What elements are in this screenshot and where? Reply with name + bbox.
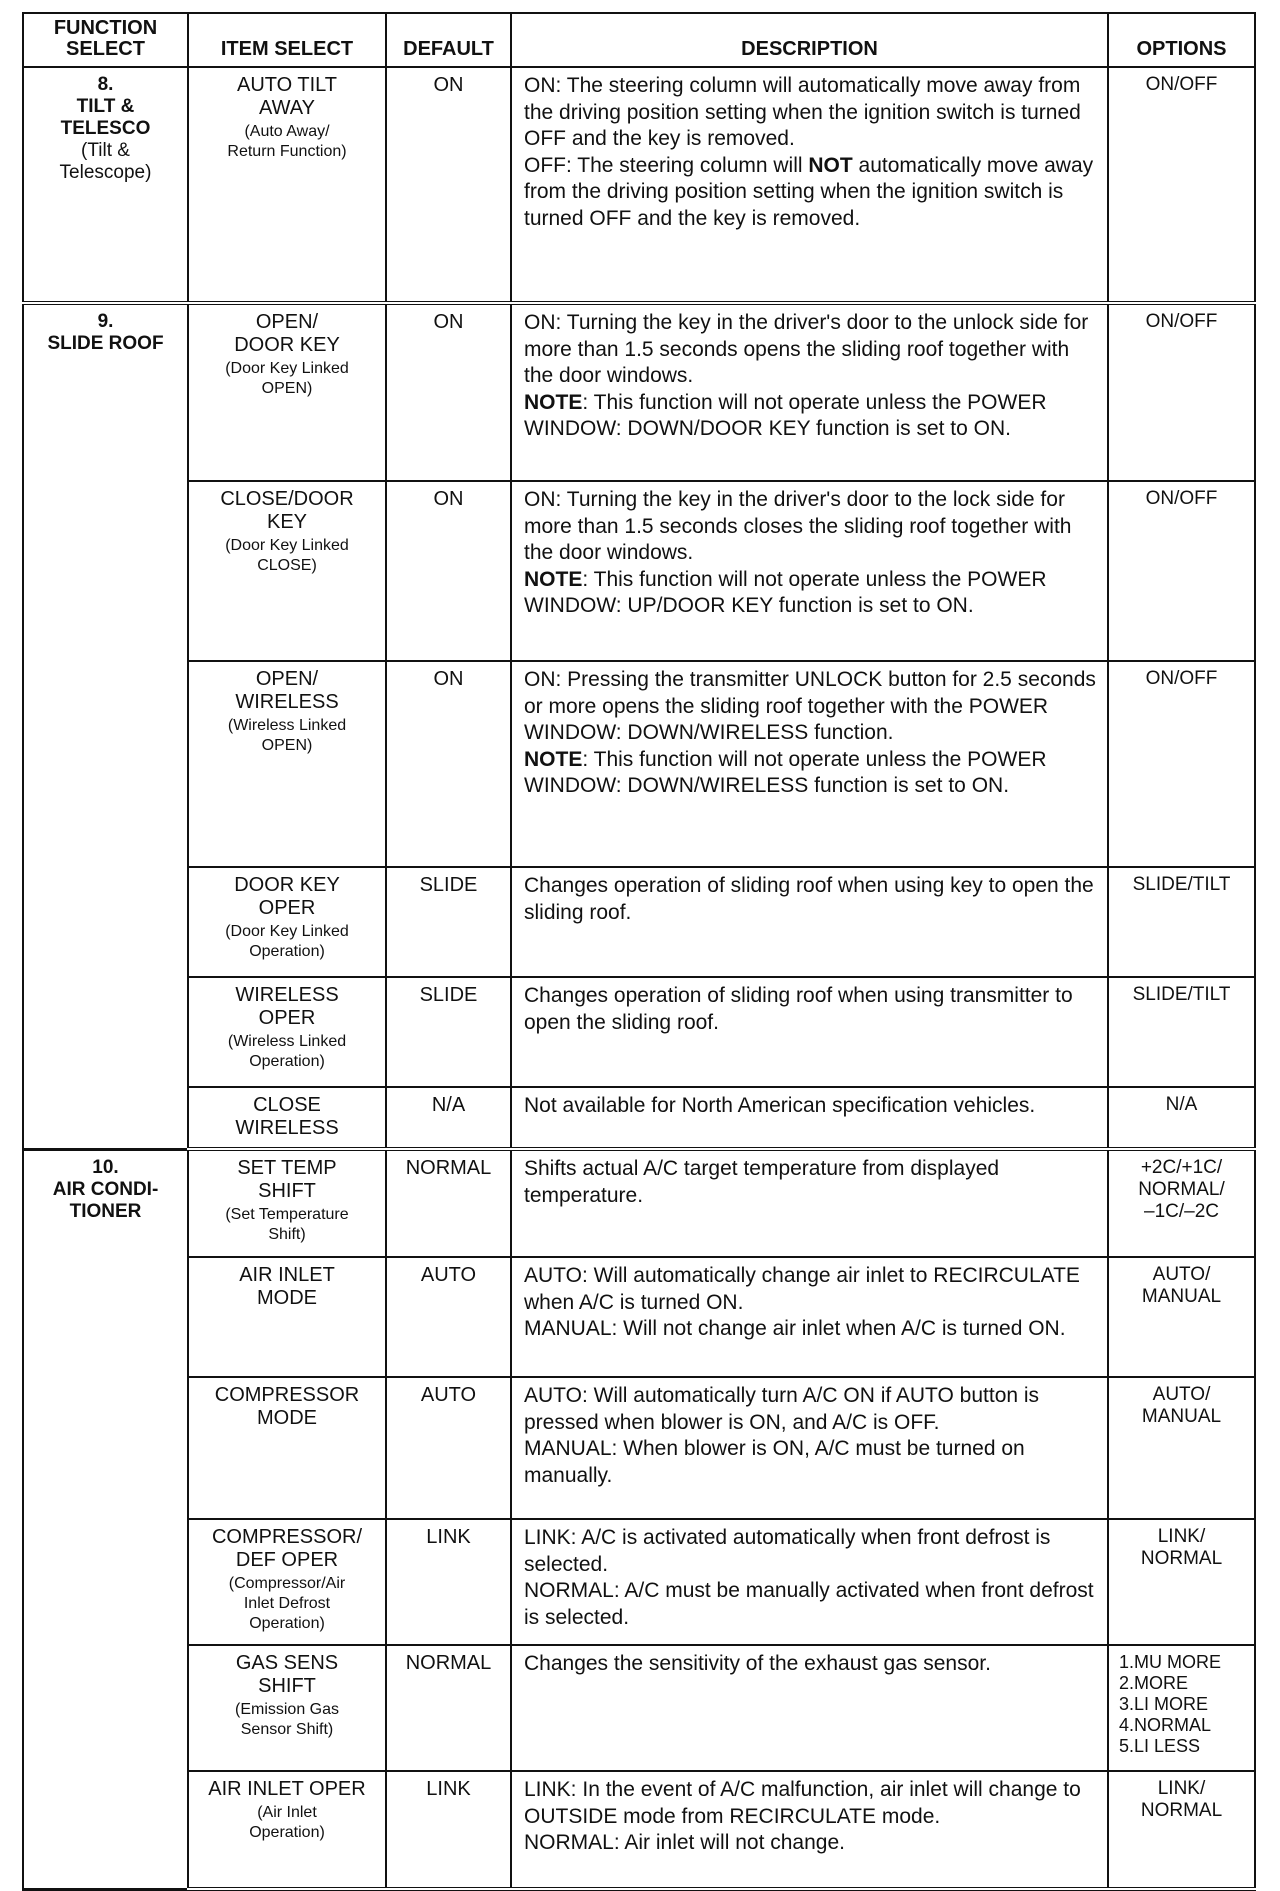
item-name: AIR INLET OPER <box>208 1778 366 1800</box>
description-cell <box>511 1149 1108 1257</box>
options-cell: SLIDE/TILT <box>1108 977 1255 1087</box>
description-text: Changes operation of sliding roof when using transmitter to open the sliding roof. <box>524 984 1073 1034</box>
description-text: NORMAL: Air inlet will not change. <box>524 1831 845 1854</box>
item-select-cell <box>188 481 386 661</box>
description-text: MANUAL: When blower is ON, A/C must be turned on manually. <box>524 1437 1025 1487</box>
description-cell <box>511 867 1108 977</box>
header-row <box>23 13 1255 67</box>
item-description: (Auto Away/ Return Function) <box>227 123 347 160</box>
default-cell: LINK <box>386 1519 511 1645</box>
description-text: Changes operation of sliding roof when using key to open the sliding roof. <box>524 874 1094 924</box>
item-select-cell <box>188 1149 386 1257</box>
description-paragraph <box>524 1777 1099 1830</box>
description-text: : This function will not operate unless the POWER WINDOW: UP/DOOR KEY function is set to ON. <box>524 567 1047 617</box>
item-select-cell <box>188 67 386 303</box>
description-text: ON: The steering column will automatically move away from the driving position setting when the ignition switch is turned OFF and the key is removed. <box>524 74 1081 150</box>
default-cell: ON <box>386 67 511 303</box>
item-name: COMPRESSOR/ DEF OPER <box>211 1526 363 1571</box>
document-sheet <box>22 12 1254 1891</box>
table-row <box>23 867 1255 977</box>
item-select-cell <box>188 1087 386 1149</box>
item-description: (Wireless Linked Operation) <box>227 1033 347 1070</box>
description-paragraph <box>524 1525 1099 1578</box>
description-paragraph <box>524 567 1099 620</box>
options-cell: ON/OFF <box>1108 481 1255 661</box>
function-select-cell <box>23 303 188 1149</box>
default-cell: SLIDE <box>386 977 511 1087</box>
item-name: OPEN/ DOOR KEY <box>234 311 340 356</box>
function-select-label: 9. SLIDE ROOF <box>47 311 164 354</box>
description-paragraph <box>524 1263 1099 1316</box>
item-name: AUTO TILT AWAY <box>236 74 338 119</box>
description-cell <box>511 977 1108 1087</box>
item-description: (Door Key Linked OPEN) <box>225 360 349 397</box>
item-select-cell <box>188 661 386 867</box>
table-row <box>23 1771 1255 1889</box>
description-paragraph <box>524 667 1099 747</box>
default-cell: SLIDE <box>386 867 511 977</box>
table-row <box>23 1377 1255 1519</box>
description-paragraph <box>524 983 1099 1036</box>
description-paragraph <box>524 747 1099 800</box>
description-text: ON: Pressing the transmitter UNLOCK button for 2.5 seconds or more opens the sliding roof together with the POWER WINDOW: DOWN/WIRELESS function. <box>524 668 1096 744</box>
description-cell <box>511 1645 1108 1771</box>
description-paragraph <box>524 73 1099 153</box>
item-name: CLOSE/DOOR KEY <box>220 488 354 533</box>
description-text: LINK: In the event of A/C malfunction, air inlet will change to OUTSIDE mode from RECIRCULATE mode. <box>524 1778 1081 1828</box>
description-text: AUTO: Will automatically turn A/C ON if AUTO button is pressed when blower is ON, and A/C is OFF. <box>524 1384 1040 1434</box>
table-row <box>23 303 1255 481</box>
description-cell <box>511 1257 1108 1377</box>
table-row <box>23 977 1255 1087</box>
default-cell: NORMAL <box>386 1645 511 1771</box>
description-text: : This function will not operate unless the POWER WINDOW: DOWN/WIRELESS function is set to ON. <box>524 747 1047 797</box>
item-select-cell <box>188 303 386 481</box>
description-text: automatically move away from the driving position setting when the ignition switch is turned OFF and the key is removed. <box>524 153 1094 230</box>
description-paragraph <box>524 1436 1099 1489</box>
default-cell: AUTO <box>386 1257 511 1377</box>
options-cell: LINK/ NORMAL <box>1108 1771 1255 1889</box>
description-cell <box>511 661 1108 867</box>
item-name: AIR INLET MODE <box>239 1264 335 1309</box>
options-cell: N/A <box>1108 1087 1255 1149</box>
item-description: (Set Temperature Shift) <box>225 1206 349 1243</box>
description-text: : This function will not operate unless the POWER WINDOW: DOWN/DOOR KEY function is set to ON. <box>524 390 1047 440</box>
function-select-sublabel: (Tilt & Telescope) <box>59 140 152 183</box>
description-cell <box>511 1519 1108 1645</box>
description-cell <box>511 303 1108 481</box>
item-description: (Air Inlet Operation) <box>249 1804 325 1841</box>
header-description: DESCRIPTION <box>511 13 1108 67</box>
description-text: Changes the sensitivity of the exhaust gas sensor. <box>524 1652 991 1675</box>
description-paragraph <box>524 153 1099 233</box>
description-text: NORMAL: A/C must be manually activated when front defrost is selected. <box>524 1579 1094 1629</box>
item-select-cell <box>188 1645 386 1771</box>
table-row <box>23 481 1255 661</box>
item-select-cell <box>188 1519 386 1645</box>
item-description: (Wireless Linked OPEN) <box>227 717 347 754</box>
description-cell <box>511 481 1108 661</box>
description-cell <box>511 67 1108 303</box>
options-cell: SLIDE/TILT <box>1108 867 1255 977</box>
table-row <box>23 1519 1255 1645</box>
options-cell: AUTO/ MANUAL <box>1108 1377 1255 1519</box>
item-description: (Door Key Linked Operation) <box>225 923 349 960</box>
description-emphasis: NOT <box>808 153 853 177</box>
options-cell: ON/OFF <box>1108 661 1255 867</box>
table-body <box>23 67 1255 1889</box>
description-cell <box>511 1377 1108 1519</box>
description-paragraph <box>524 1651 1099 1678</box>
description-text: OFF: The steering column will <box>524 153 809 177</box>
item-name: SET TEMP SHIFT <box>237 1157 337 1202</box>
description-paragraph <box>524 1316 1099 1343</box>
default-cell: ON <box>386 661 511 867</box>
item-select-cell <box>188 977 386 1087</box>
description-text: Shifts actual A/C target temperature from displayed temperature. <box>524 1157 1000 1207</box>
description-text: AUTO: Will automatically change air inlet to RECIRCULATE when A/C is turned ON. <box>524 1264 1080 1314</box>
description-paragraph <box>524 310 1099 390</box>
description-cell <box>511 1771 1108 1889</box>
header-function-select: FUNCTION SELECT <box>23 13 188 67</box>
description-paragraph <box>524 1578 1099 1631</box>
table-row <box>23 1257 1255 1377</box>
item-description: (Compressor/Air Inlet Defrost Operation) <box>228 1575 346 1632</box>
description-text: Not available for North American specification vehicles. <box>524 1094 1036 1117</box>
description-paragraph <box>524 390 1099 443</box>
item-name: DOOR KEY OPER <box>234 874 340 919</box>
function-select-label: 8. TILT & TELESCO <box>60 74 151 139</box>
description-paragraph <box>524 873 1099 926</box>
description-paragraph <box>524 1093 1099 1120</box>
function-select-cell <box>23 67 188 303</box>
item-description: (Emission Gas Sensor Shift) <box>234 1701 340 1738</box>
description-emphasis: NOTE <box>524 390 583 414</box>
options-cell: ON/OFF <box>1108 303 1255 481</box>
description-text: ON: Turning the key in the driver's door to the lock side for more than 1.5 seconds closes the sliding roof together with the door windows. <box>524 488 1072 564</box>
table-row <box>23 1149 1255 1257</box>
function-select-label: 10. AIR CONDI- TIONER <box>52 1156 159 1222</box>
item-name: CLOSE WIRELESS <box>235 1094 339 1139</box>
function-select-cell <box>23 1149 188 1889</box>
item-select-cell <box>188 1771 386 1889</box>
item-name: COMPRESSOR MODE <box>214 1384 360 1429</box>
description-cell <box>511 1087 1108 1149</box>
description-text: ON: Turning the key in the driver's door to the unlock side for more than 1.5 seconds opens the sliding roof together with the door windows. <box>524 311 1089 387</box>
options-cell: +2C/+1C/ NORMAL/ –1C/–2C <box>1108 1149 1255 1257</box>
description-emphasis: NOTE <box>524 567 583 591</box>
header-options: OPTIONS <box>1108 13 1255 67</box>
default-cell: AUTO <box>386 1377 511 1519</box>
item-select-cell <box>188 1377 386 1519</box>
default-cell: LINK <box>386 1771 511 1889</box>
item-select-cell <box>188 1257 386 1377</box>
description-paragraph <box>524 1830 1099 1857</box>
customization-table <box>22 12 1256 1891</box>
description-paragraph <box>524 1156 1099 1209</box>
description-text: LINK: A/C is activated automatically when front defrost is selected. <box>524 1526 1051 1576</box>
options-cell: AUTO/ MANUAL <box>1108 1257 1255 1377</box>
table-row <box>23 661 1255 867</box>
item-name: WIRELESS OPER <box>235 984 339 1029</box>
default-cell: ON <box>386 481 511 661</box>
default-cell: NORMAL <box>386 1149 511 1257</box>
item-name: OPEN/ WIRELESS <box>235 668 339 713</box>
description-paragraph <box>524 1383 1099 1436</box>
default-cell: ON <box>386 303 511 481</box>
options-cell: 1.MU MORE 2.MORE 3.LI MORE 4.NORMAL 5.LI LESS <box>1108 1645 1255 1771</box>
options-cell: ON/OFF <box>1108 67 1255 303</box>
description-paragraph <box>524 487 1099 567</box>
description-text: MANUAL: Will not change air inlet when A/C is turned ON. <box>524 1317 1066 1340</box>
options-cell: LINK/ NORMAL <box>1108 1519 1255 1645</box>
table-row <box>23 1087 1255 1149</box>
table-row <box>23 1645 1255 1771</box>
table-row <box>23 67 1255 303</box>
description-emphasis: NOTE <box>524 747 583 771</box>
default-cell: N/A <box>386 1087 511 1149</box>
item-select-cell <box>188 867 386 977</box>
header-default: DEFAULT <box>386 13 511 67</box>
item-description: (Door Key Linked CLOSE) <box>225 537 349 574</box>
item-name: GAS SENS SHIFT <box>235 1652 339 1697</box>
header-item-select: ITEM SELECT <box>188 13 386 67</box>
